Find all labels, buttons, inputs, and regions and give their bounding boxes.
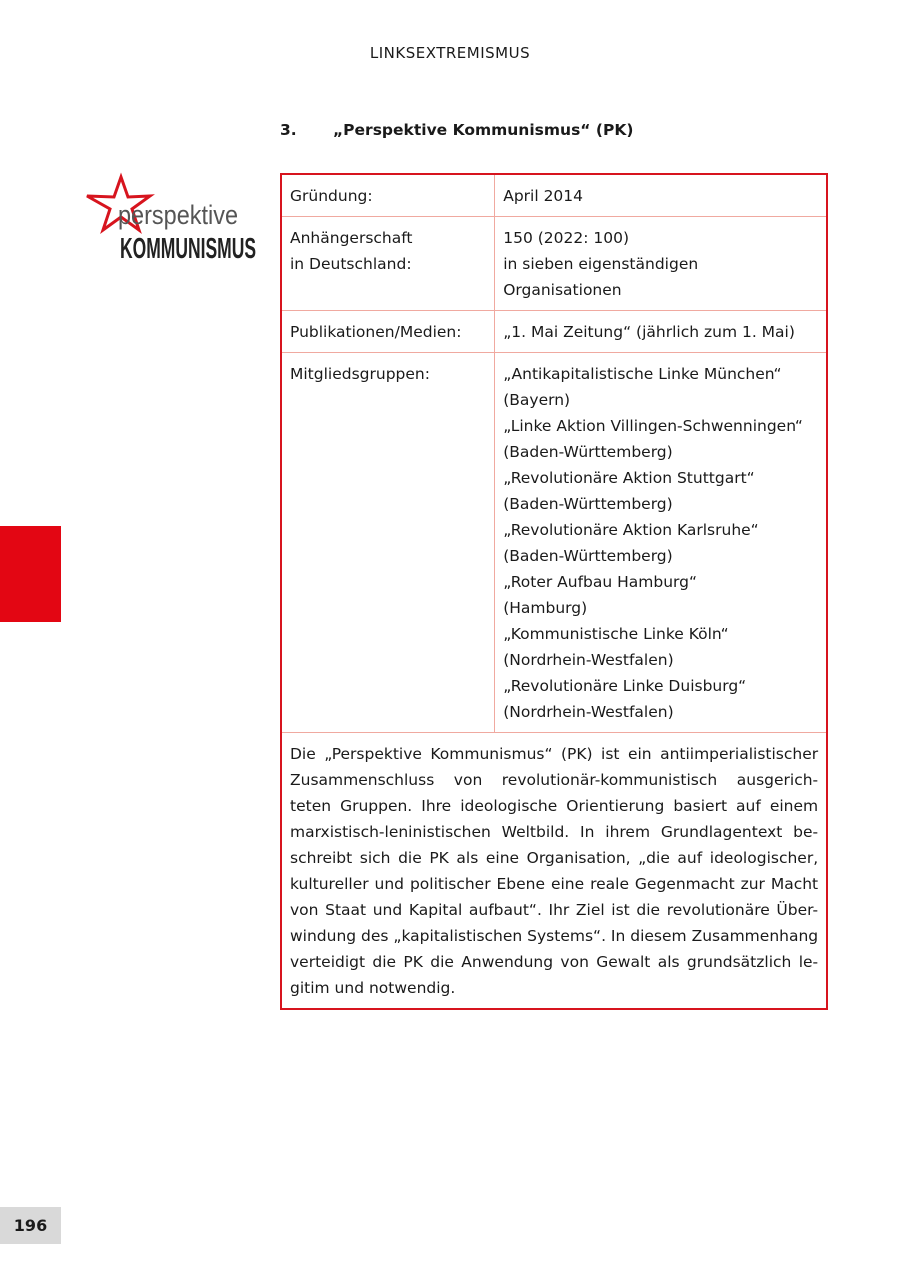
table-row bbox=[281, 733, 827, 1010]
section-number: 3. bbox=[280, 121, 297, 139]
row-value bbox=[495, 311, 827, 353]
row-label bbox=[281, 353, 495, 733]
label-line: Publikationen/Medien: bbox=[290, 323, 462, 341]
description-line: Zusammenschluss von revolutionär-kommunistisch ausgerich- bbox=[290, 771, 819, 789]
member-group-line: „Revolutionäre Aktion Karlsruhe“ bbox=[503, 521, 759, 539]
value-line: in sieben eigenständigen Organisationen bbox=[503, 255, 699, 299]
table-row bbox=[281, 217, 827, 311]
member-group-line: (Baden-Württemberg) bbox=[503, 547, 673, 565]
label-line: in Deutschland: bbox=[290, 255, 412, 273]
perspektive-kommunismus-logo bbox=[84, 172, 260, 267]
member-group-line: (Baden-Württemberg) bbox=[503, 495, 673, 513]
label-line: Anhängerschaft bbox=[290, 229, 413, 247]
page-number: 196 bbox=[0, 1207, 61, 1244]
description-line: schreibt sich die PK als eine Organisation, „die auf ideologischer, bbox=[290, 849, 819, 867]
label-line: Mitgliedsgruppen: bbox=[290, 365, 430, 383]
table-row bbox=[281, 174, 827, 217]
value-line: „1. Mai Zeitung“ (jährlich zum 1. Mai) bbox=[503, 323, 795, 341]
value-line: 150 (2022: 100) bbox=[503, 229, 630, 247]
description-line: gitim und notwendig. bbox=[290, 979, 456, 997]
member-group-line: „Antikapitalistische Linke München“ bbox=[503, 365, 782, 383]
member-group-line: „Revolutionäre Linke Duisburg“ bbox=[503, 677, 747, 695]
member-group-line: (Bayern) bbox=[503, 391, 571, 409]
description-line: verteidigt die PK die Anwendung von Gewalt als grundsätzlich le- bbox=[290, 953, 819, 971]
member-group-line: (Nordrhein-Westfalen) bbox=[503, 703, 674, 721]
member-group-line: (Hamburg) bbox=[503, 599, 588, 617]
description-paragraph bbox=[281, 733, 827, 1010]
table-row bbox=[281, 353, 827, 733]
row-value bbox=[495, 217, 827, 311]
svg-text:KOMMUNISMUS: KOMMUNISMUS bbox=[120, 233, 256, 265]
svg-text:perspektive: perspektive bbox=[118, 200, 238, 230]
section-heading bbox=[280, 121, 633, 139]
chapter-tab bbox=[0, 526, 61, 622]
description-line: kultureller und politischer Ebene eine reale Gegenmacht zur Macht bbox=[290, 875, 819, 893]
description-line: teten Gruppen. Ihre ideologische Orientierung basiert auf einem bbox=[290, 797, 819, 815]
row-label bbox=[281, 311, 495, 353]
description-line: von Staat und Kapital aufbaut“. Ihr Ziel ist die revolutionäre Über- bbox=[290, 901, 819, 919]
row-value bbox=[495, 174, 827, 217]
label-line: Gründung: bbox=[290, 187, 373, 205]
description-line: windung des „kapitalistischen Systems“. In diesem Zusammenhang bbox=[290, 927, 819, 945]
member-group-line: „Revolutionäre Aktion Stuttgart“ bbox=[503, 469, 755, 487]
member-group-line: (Baden-Württemberg) bbox=[503, 443, 673, 461]
member-group-line: „Roter Aufbau Hamburg“ bbox=[503, 573, 698, 591]
row-label bbox=[281, 174, 495, 217]
running-header: LINKSEXTREMISMUS bbox=[369, 44, 531, 62]
table-row bbox=[281, 311, 827, 353]
row-label bbox=[281, 217, 495, 311]
member-group-line: „Linke Aktion Villingen-Schwenningen“ bbox=[503, 417, 803, 435]
description-line: Die „Perspektive Kommunismus“ (PK) ist ein antiimperialistischer bbox=[290, 745, 819, 763]
member-groups-list bbox=[495, 353, 827, 733]
member-group-line: „Kommunistische Linke Köln“ bbox=[503, 625, 729, 643]
profile-table bbox=[280, 173, 828, 1010]
section-title: „Perspektive Kommunismus“ (PK) bbox=[333, 121, 634, 139]
value-line: April 2014 bbox=[503, 187, 584, 205]
member-group-line: (Nordrhein-Westfalen) bbox=[503, 651, 674, 669]
description-line: marxistisch-leninistischen Weltbild. In ihrem Grundlagentext be- bbox=[290, 823, 819, 841]
